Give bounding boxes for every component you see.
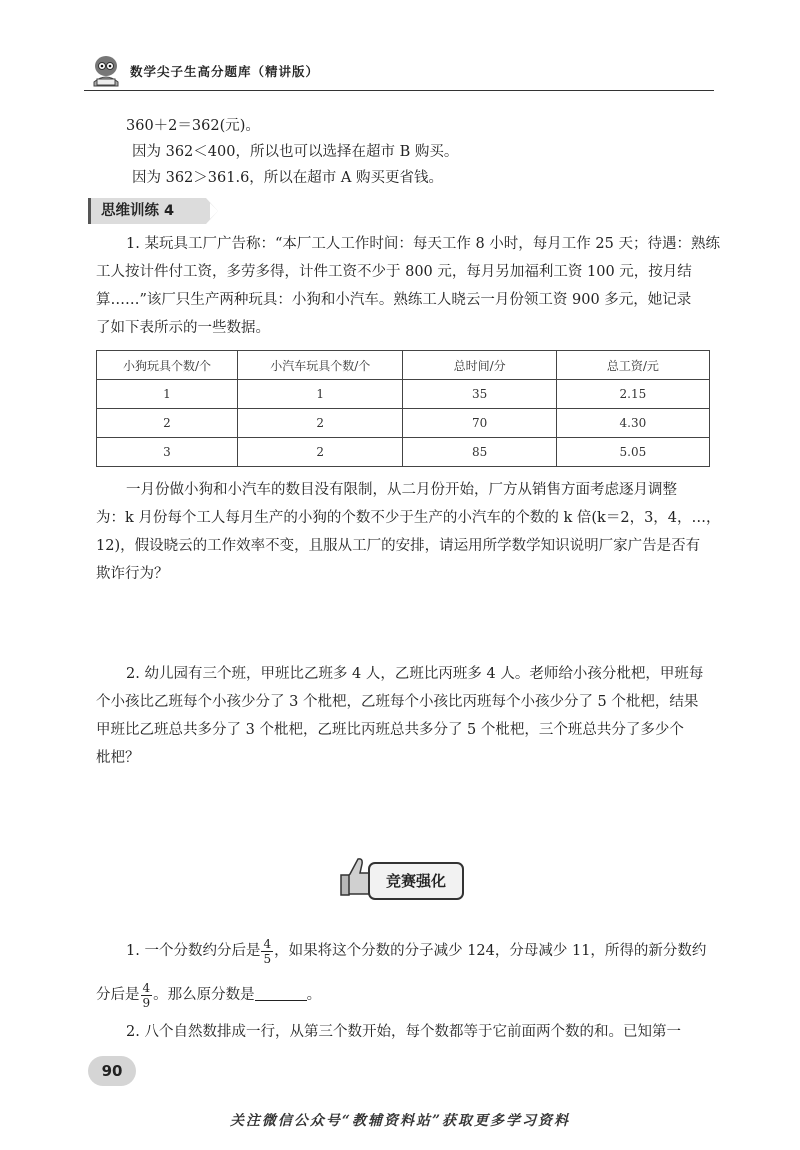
solution-line: 因为 362＞361.6，所以在超市 A 购买更省钱。 bbox=[132, 170, 443, 186]
mascot-icon bbox=[88, 52, 124, 88]
table-cell: 3 bbox=[97, 438, 238, 467]
competition-banner bbox=[338, 852, 462, 900]
problem1-after-line: 欺诈行为？ bbox=[96, 566, 169, 582]
fraction-denominator: 5 bbox=[263, 951, 272, 966]
table-header: 小汽车玩具个数/个 bbox=[237, 351, 403, 380]
comp-problem2-line: 2. 八个自然数排成一行，从第三个数开始，每个数都等于它前面两个数的和。已知第一 bbox=[126, 1024, 681, 1040]
fraction-denominator: 9 bbox=[142, 995, 151, 1010]
fraction-numerator: 4 bbox=[142, 980, 151, 995]
table-cell: 70 bbox=[403, 409, 556, 438]
problem2-line: 个小孩比乙班每个小孩少分了 3 个枇杷，乙班每个小孩比丙班每个小孩少分了 5 个枇杷，结果 bbox=[96, 694, 699, 710]
answer-blank[interactable] bbox=[255, 986, 307, 1001]
problem2-line: 枇杷？ bbox=[96, 750, 140, 766]
text-segment: 。 bbox=[306, 987, 322, 1003]
table-cell: 2 bbox=[97, 409, 238, 438]
problem1-after-line: 12)，假设晓云的工作效率不变，且服从工厂的安排，请运用所学数学知识说明厂家广告是否有 bbox=[96, 538, 701, 554]
table-header: 小狗玩具个数/个 bbox=[97, 351, 238, 380]
text-segment: 分后是 bbox=[96, 987, 140, 1003]
problem2-line: 甲班比乙班总共多分了 3 个枇杷，乙班比丙班总共多分了 5 个枇杷，三个班总共分了多少个 bbox=[96, 722, 684, 738]
comp-problem1-line1 bbox=[126, 936, 706, 966]
problem1-line: 算……”该厂只生产两种玩具：小狗和小汽车。熟练工人晓云一月份领工资 900 多元，她记录 bbox=[96, 292, 692, 308]
text-segment: 。那么原分数是 bbox=[153, 987, 255, 1003]
table-cell: 2.15 bbox=[556, 380, 709, 409]
problem2-line: 2. 幼儿园有三个班，甲班比乙班多 4 人，乙班比丙班多 4 人。老师给小孩分枇杷，甲班每 bbox=[126, 666, 704, 682]
solution-line: 因为 362＜400，所以也可以选择在超市 B 购买。 bbox=[132, 144, 459, 160]
table-cell: 35 bbox=[403, 380, 556, 409]
table-cell: 5.05 bbox=[556, 438, 709, 467]
solution-line: 360＋2＝362(元)。 bbox=[126, 118, 260, 134]
table-cell: 1 bbox=[237, 380, 403, 409]
header-divider bbox=[84, 90, 714, 91]
fraction bbox=[261, 937, 273, 966]
table-header: 总工资/元 bbox=[556, 351, 709, 380]
problem1-line: 了如下表所示的一些数据。 bbox=[96, 320, 270, 336]
table-header: 总时间/分 bbox=[403, 351, 556, 380]
table-cell: 85 bbox=[403, 438, 556, 467]
table-cell: 2 bbox=[237, 409, 403, 438]
comp-problem1-line2 bbox=[96, 980, 321, 1010]
problem1-line: 工人按计件付工资，多劳多得，计件工资不少于 800 元，每月另加福利工资 100 元，按月结 bbox=[96, 264, 692, 280]
table-cell: 4.30 bbox=[556, 409, 709, 438]
table-row bbox=[97, 409, 710, 438]
fraction bbox=[141, 981, 153, 1010]
problem1-after-line: 一月份做小狗和小汽车的数目没有限制，从二月份开始，厂方从销售方面考虑逐月调整 bbox=[126, 482, 677, 498]
tag-arrow-inner bbox=[210, 203, 218, 219]
footer-note: 关注微信公众号“教辅资料站”获取更多学习资料 bbox=[229, 1113, 571, 1129]
competition-label: 竞赛强化 bbox=[368, 862, 464, 900]
book-title: 数学尖子生高分题库（精讲版） bbox=[130, 64, 320, 79]
table-cell: 2 bbox=[237, 438, 403, 467]
table-header-row bbox=[97, 351, 710, 380]
problem1-line: 1. 某玩具工厂广告称：“本厂工人工作时间：每天工作 8 小时，每月工作 25 天；待遇：熟练 bbox=[126, 236, 720, 252]
text-segment: ，如果将这个分数的分子减少 124，分母减少 11，所得的新分数约 bbox=[274, 943, 707, 959]
table-row bbox=[97, 438, 710, 467]
fraction-numerator: 4 bbox=[263, 936, 272, 951]
data-table bbox=[96, 350, 710, 467]
problem1-after-line: 为：k 月份每个工人每月生产的小狗的个数不少于生产的小汽车的个数的 k 倍(k＝2，3，4，…， bbox=[96, 510, 721, 526]
table-row bbox=[97, 380, 710, 409]
page-number: 90 bbox=[88, 1056, 136, 1086]
table-cell: 1 bbox=[97, 380, 238, 409]
section-tag: 思维训练 4 bbox=[88, 198, 206, 224]
text-segment: 1. 一个分数约分后是 bbox=[126, 943, 261, 959]
